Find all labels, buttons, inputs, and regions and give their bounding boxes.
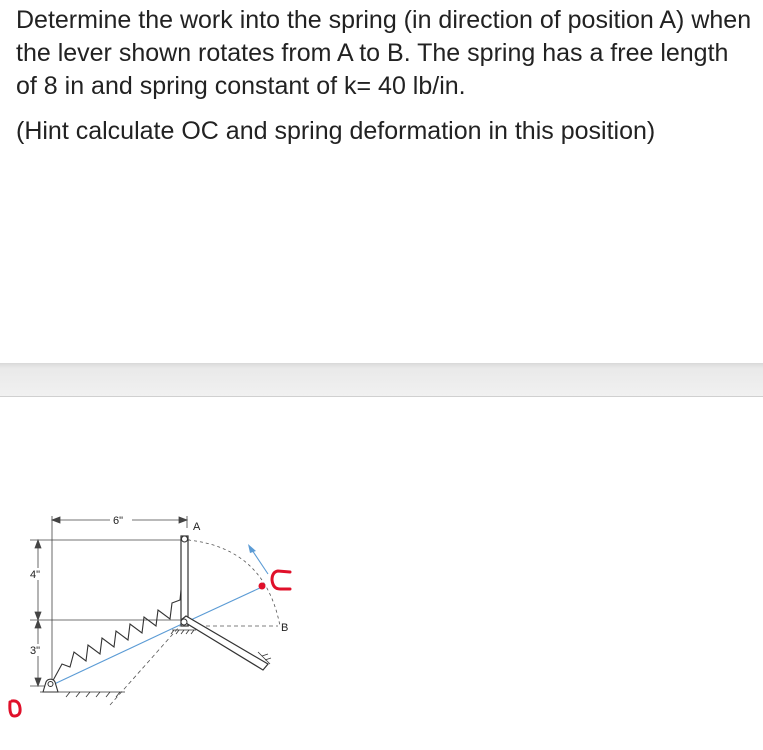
swing-arc bbox=[188, 540, 280, 626]
question-block bbox=[16, 4, 756, 148]
arrow-top bbox=[35, 540, 41, 548]
label-b: B bbox=[281, 622, 289, 634]
hint-text: (Hint calculate OC and spring deformation in this position) bbox=[16, 117, 656, 145]
dashed-rest bbox=[110, 626, 180, 705]
question-text: Determine the work into the spring (in direction of position A) when the lever shown rotates from A to B. The spring has a free length of 8 in and spring constant of k= 40 lb/in. bbox=[16, 6, 752, 100]
pivot-pin bbox=[181, 619, 187, 625]
blue-line-pc bbox=[182, 587, 262, 624]
annotation-o-handwritten bbox=[10, 701, 20, 716]
lever-diagonal-arm bbox=[181, 616, 268, 670]
arrow-h-left bbox=[52, 517, 60, 523]
section-divider bbox=[0, 363, 763, 397]
label-a: A bbox=[193, 521, 201, 533]
dim-lower-label: 3" bbox=[30, 645, 41, 657]
pin-o bbox=[48, 682, 53, 687]
ground-hatch bbox=[40, 630, 271, 697]
figure-svg bbox=[0, 500, 320, 745]
pin-a bbox=[182, 536, 188, 542]
arrow-mid-down bbox=[35, 620, 41, 628]
lever-vertical-arm bbox=[181, 536, 188, 626]
annotation-c-handwritten bbox=[272, 571, 290, 589]
dim-horizontal-label: 6" bbox=[113, 515, 124, 527]
blue-arrow-head bbox=[248, 544, 256, 553]
point-c-marker bbox=[259, 583, 266, 590]
arrow-mid-up bbox=[35, 612, 41, 620]
spring bbox=[50, 540, 186, 686]
arrow-h-right bbox=[179, 517, 187, 523]
dim-upper-label: 4" bbox=[30, 569, 41, 581]
lever-spring-figure bbox=[0, 500, 320, 745]
arrow-bottom bbox=[35, 678, 41, 686]
